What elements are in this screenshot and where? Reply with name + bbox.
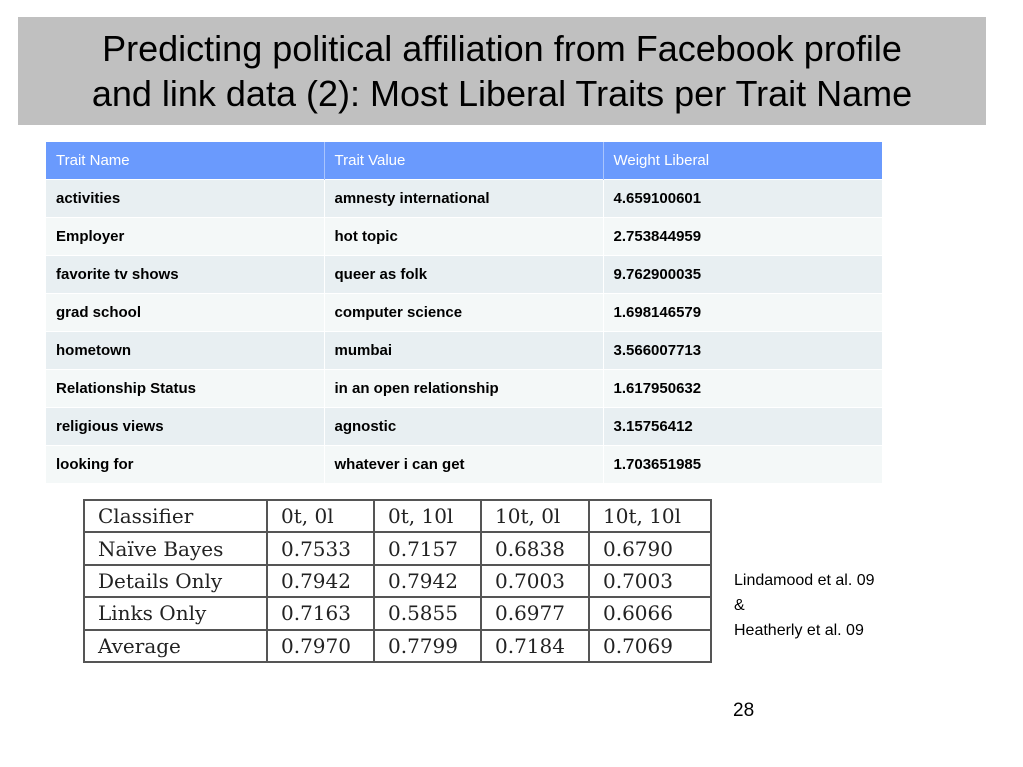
table-row — [46, 446, 882, 484]
trait-value-cell: agnostic — [324, 408, 603, 446]
trait-value-cell: whatever i can get — [324, 446, 603, 484]
header-col: 0t, 10l — [374, 500, 481, 532]
trait-name-cell: activities — [46, 180, 324, 218]
header-classifier: Classifier — [84, 500, 267, 532]
title-line-1: Predicting political affiliation from Facebook profile — [102, 28, 902, 69]
classifier-name: Links Only — [84, 597, 267, 629]
accuracy-cell: 0.5855 — [374, 597, 481, 629]
accuracy-cell: 0.7942 — [267, 565, 374, 597]
slide-title — [18, 17, 986, 125]
accuracy-cell: 0.7157 — [374, 532, 481, 564]
weight-cell: 4.659100601 — [603, 180, 882, 218]
weight-cell: 1.703651985 — [603, 446, 882, 484]
table-row — [46, 332, 882, 370]
classifier-name: Average — [84, 630, 267, 662]
table-row — [46, 256, 882, 294]
classifier-name: Details Only — [84, 565, 267, 597]
weight-cell: 9.762900035 — [603, 256, 882, 294]
accuracy-cell: 0.7163 — [267, 597, 374, 629]
accuracy-cell: 0.6790 — [589, 532, 711, 564]
header-col: 0t, 0l — [267, 500, 374, 532]
title-line-2: and link data (2): Most Liberal Traits per Trait Name — [91, 73, 913, 114]
trait-value-cell: mumbai — [324, 332, 603, 370]
trait-name-cell: grad school — [46, 294, 324, 332]
trait-name-cell: Relationship Status — [46, 370, 324, 408]
weight-cell: 1.698146579 — [603, 294, 882, 332]
table-row — [84, 532, 711, 564]
citation-line-1: Lindamood et al. 09 — [734, 572, 875, 589]
citation-line-3: Heatherly et al. 09 — [734, 622, 864, 639]
classifier-header-row — [84, 500, 711, 532]
table-row — [46, 408, 882, 446]
header-col: 10t, 0l — [481, 500, 589, 532]
accuracy-cell: 0.7003 — [589, 565, 711, 597]
weight-cell: 3.566007713 — [603, 332, 882, 370]
traits-table — [46, 142, 882, 483]
classifier-name: Naïve Bayes — [84, 532, 267, 564]
trait-value-cell: in an open relationship — [324, 370, 603, 408]
accuracy-cell: 0.7003 — [481, 565, 589, 597]
table-row — [46, 180, 882, 218]
traits-header-row — [46, 142, 882, 180]
header-trait-name: Trait Name — [46, 142, 324, 180]
accuracy-cell: 0.6066 — [589, 597, 711, 629]
trait-value-cell: amnesty international — [324, 180, 603, 218]
accuracy-cell: 0.6838 — [481, 532, 589, 564]
accuracy-cell: 0.7184 — [481, 630, 589, 662]
weight-cell: 1.617950632 — [603, 370, 882, 408]
accuracy-cell: 0.7799 — [374, 630, 481, 662]
accuracy-cell: 0.6977 — [481, 597, 589, 629]
trait-name-cell: Employer — [46, 218, 324, 256]
trait-name-cell: looking for — [46, 446, 324, 484]
citation-line-2: & — [734, 597, 745, 614]
table-row — [84, 630, 711, 662]
weight-cell: 2.753844959 — [603, 218, 882, 256]
table-row — [84, 565, 711, 597]
page-number: 28 — [733, 700, 755, 721]
trait-value-cell: computer science — [324, 294, 603, 332]
accuracy-cell: 0.7533 — [267, 532, 374, 564]
trait-value-cell: queer as folk — [324, 256, 603, 294]
table-row — [46, 370, 882, 408]
header-trait-value: Trait Value — [324, 142, 603, 180]
citation — [734, 568, 875, 643]
trait-name-cell: religious views — [46, 408, 324, 446]
trait-name-cell: favorite tv shows — [46, 256, 324, 294]
accuracy-cell: 0.7970 — [267, 630, 374, 662]
table-row — [46, 294, 882, 332]
trait-name-cell: hometown — [46, 332, 324, 370]
classifier-table — [83, 499, 712, 663]
trait-value-cell: hot topic — [324, 218, 603, 256]
accuracy-cell: 0.7069 — [589, 630, 711, 662]
accuracy-cell: 0.7942 — [374, 565, 481, 597]
header-weight-liberal: Weight Liberal — [603, 142, 882, 180]
table-row — [84, 597, 711, 629]
header-col: 10t, 10l — [589, 500, 711, 532]
weight-cell: 3.15756412 — [603, 408, 882, 446]
table-row — [46, 218, 882, 256]
